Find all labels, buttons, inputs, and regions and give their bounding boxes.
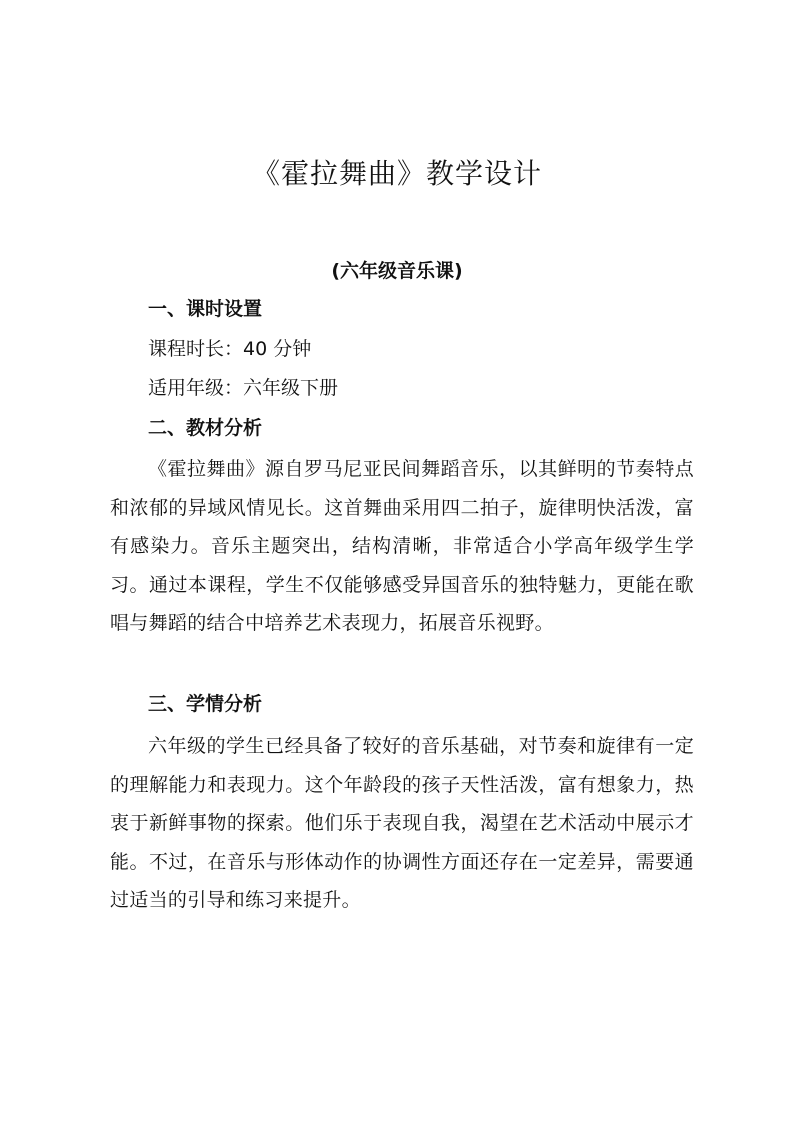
applicable-grade-line: 适用年级：六年级下册	[148, 377, 339, 399]
course-duration-line: 课程时长：40 分钟	[148, 338, 312, 360]
material-analysis-paragraph: 《霍拉舞曲》源自罗马尼亚民间舞蹈音乐，以其鲜明的节奏特点和浓郁的异域风情见长。这首舞曲采用四二拍子，旋律明快活泼，富有感染力。音乐主题突出，结构清晰，非常适合小学高年级学生学习。通过本课程，学生不仅能够感受异国音乐的独特魅力，更能在歌唱与舞蹈的结合中培养艺术表现力，拓展音乐视野。	[110, 458, 694, 635]
document-subtitle: (六年级音乐课)	[331, 260, 463, 282]
section-heading-schedule: 一、课时设置	[148, 298, 263, 320]
document-title: 《霍拉舞曲》教学设计	[251, 157, 542, 190]
section-heading-material-analysis: 二、教材分析	[148, 417, 263, 439]
section-heading-student-analysis: 三、学情分析	[148, 693, 263, 715]
student-analysis-paragraph: 六年级的学生已经具备了较好的音乐基础，对节奏和旋律有一定的理解能力和表现力。这个年龄段的孩子天性活泼，富有想象力，热衷于新鲜事物的探索。他们乐于表现自我，渴望在艺术活动中展示才能。不过，在音乐与形体动作的协调性方面还存在一定差异，需要通过适当的引导和练习来提升。	[110, 735, 694, 912]
